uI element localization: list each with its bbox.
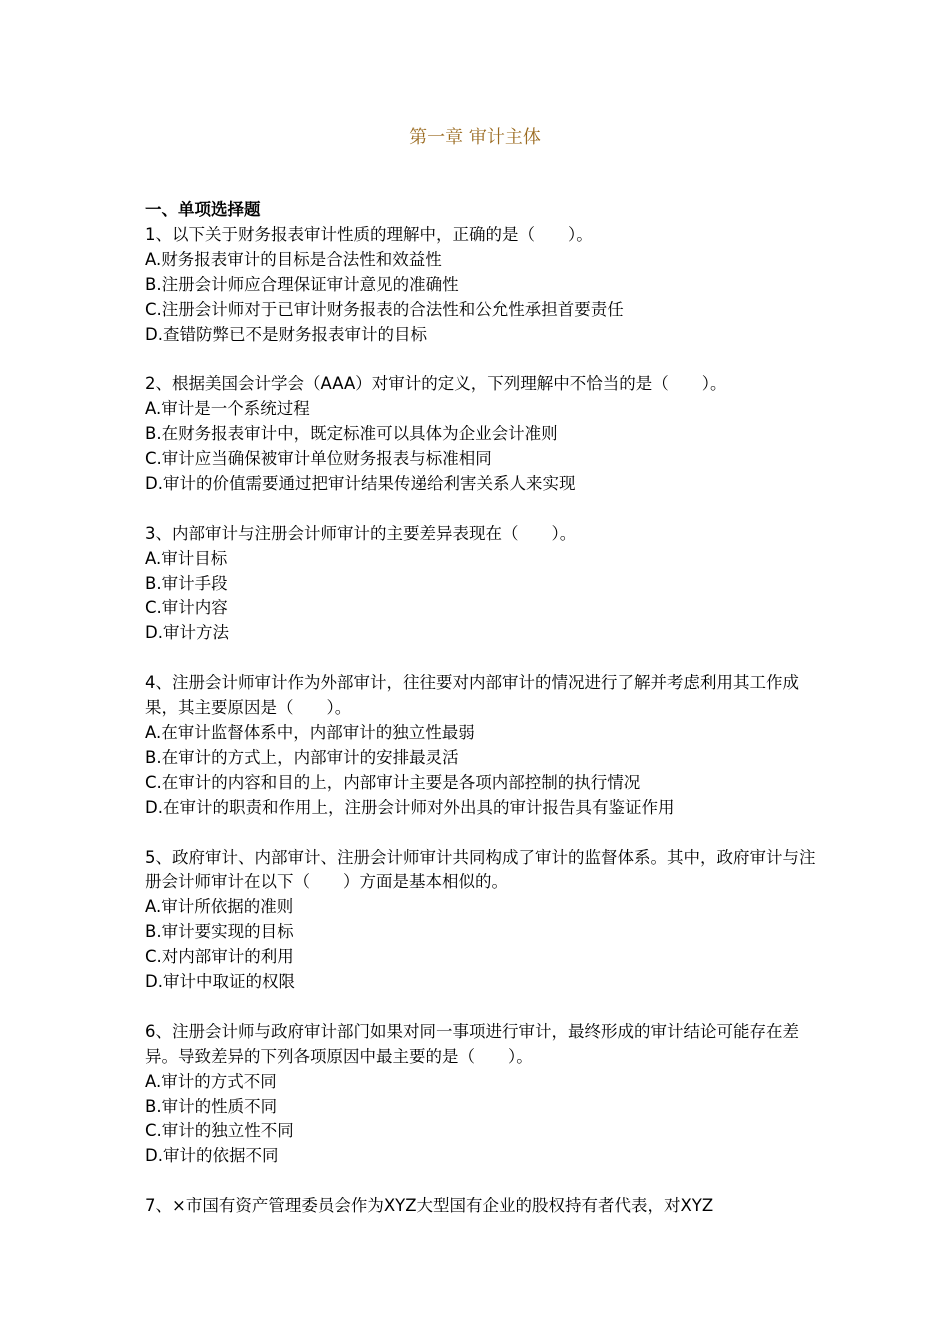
question-block xyxy=(145,671,825,820)
question-block xyxy=(145,1020,825,1169)
question-block xyxy=(145,1194,825,1219)
question-block xyxy=(145,372,825,497)
answer-option: D.审计方法 xyxy=(145,623,229,643)
answer-option: D.在审计的职责和作用上，注册会计师对外出具的审计报告具有鉴证作用 xyxy=(145,797,675,817)
answer-option: D.查错防弊已不是财务报表审计的目标 xyxy=(145,324,427,344)
answer-option: D.审计的价值需要通过把审计结果传递给利害关系人来实现 xyxy=(145,473,576,493)
answer-option: A.审计是一个系统过程 xyxy=(145,399,310,419)
answer-option: A.财务报表审计的目标是合法性和效益性 xyxy=(145,249,442,269)
answer-option: C.审计应当确保被审计单位财务报表与标准相同 xyxy=(145,449,492,469)
answer-option: B.注册会计师应合理保证审计意见的准确性 xyxy=(145,274,459,294)
question-list xyxy=(145,223,825,1219)
answer-option: B.审计要实现的目标 xyxy=(145,922,294,942)
answer-option: D.审计的依据不同 xyxy=(145,1146,279,1166)
answer-option: A.审计所依据的准则 xyxy=(145,897,294,917)
question-block xyxy=(145,223,825,348)
answer-option: C.在审计的内容和目的上，内部审计主要是各项内部控制的执行情况 xyxy=(145,772,641,792)
document-content xyxy=(145,198,825,1219)
question-stem: 3、内部审计与注册会计师审计的主要差异表现在（ ）。 xyxy=(145,523,577,543)
answer-option: D.审计中取证的权限 xyxy=(145,972,295,992)
question-block xyxy=(145,522,825,647)
answer-option: B.审计手段 xyxy=(145,573,228,593)
answer-option: C.注册会计师对于已审计财务报表的合法性和公允性承担首要责任 xyxy=(145,299,624,319)
answer-option: B.在财务报表审计中，既定标准可以具体为企业会计准则 xyxy=(145,424,558,444)
question-stem: 4、注册会计师审计作为外部审计，往往要对内部审计的情况进行了解并考虑利用其工作成果，其主要原因是（ ）。 xyxy=(145,673,799,718)
answer-option: A.审计目标 xyxy=(145,548,228,568)
answer-option: B.在审计的方式上，内部审计的安排最灵活 xyxy=(145,747,459,767)
answer-option: B.审计的性质不同 xyxy=(145,1096,278,1116)
question-stem: 1、以下关于财务报表审计性质的理解中，正确的是（ ）。 xyxy=(145,224,593,244)
question-stem: 7、×市国有资产管理委员会作为XYZ大型国有企业的股权持有者代表，对XYZ xyxy=(145,1196,714,1216)
answer-option: A.在审计监督体系中，内部审计的独立性最弱 xyxy=(145,722,475,742)
question-stem: 5、政府审计、内部审计、注册会计师审计共同构成了审计的监督体系。其中，政府审计与注册会计师审计在以下（ ）方面是基本相似的。 xyxy=(145,847,816,892)
answer-option: C.审计的独立性不同 xyxy=(145,1121,294,1141)
section-heading: 一、单项选择题 xyxy=(145,200,261,219)
question-stem: 6、注册会计师与政府审计部门如果对同一事项进行审计，最终形成的审计结论可能存在差异。导致差异的下列各项原因中最主要的是（ ）。 xyxy=(145,1021,799,1066)
answer-option: C.对内部审计的利用 xyxy=(145,947,294,967)
answer-option: C.审计内容 xyxy=(145,598,228,618)
question-stem: 2、根据美国会计学会（AAA）对审计的定义，下列理解中不恰当的是（ ）。 xyxy=(145,374,727,394)
question-block xyxy=(145,846,825,995)
answer-option: A.审计的方式不同 xyxy=(145,1071,277,1091)
chapter-title: 第一章 审计主体 xyxy=(409,127,541,148)
